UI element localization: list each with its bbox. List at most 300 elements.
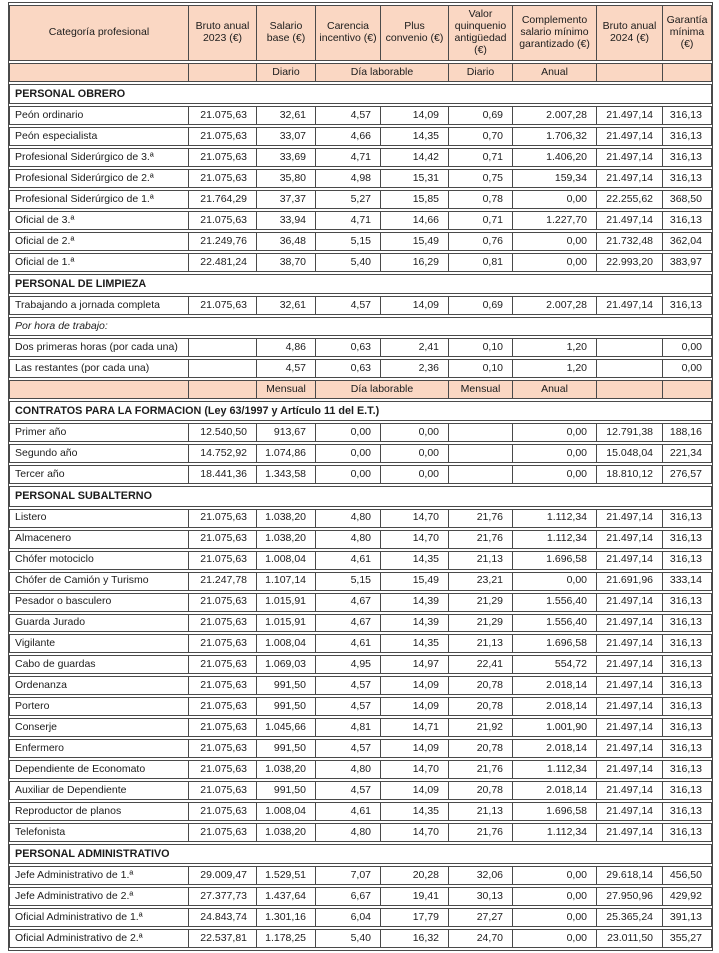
category-cell: Portero — [9, 697, 189, 716]
value-cell: 19,41 — [381, 887, 449, 906]
value-cell: 316,13 — [663, 739, 712, 758]
value-cell: 37,37 — [257, 190, 316, 209]
category-cell: Oficial de 1.ª — [9, 253, 189, 272]
value-cell: 316,13 — [663, 697, 712, 716]
value-cell: 4,67 — [316, 614, 381, 633]
category-cell: Las restantes (por cada una) — [9, 359, 189, 378]
value-cell: 2.018,14 — [513, 739, 597, 758]
section-header-row — [9, 274, 712, 294]
data-row — [9, 866, 712, 885]
value-cell: 14,09 — [381, 296, 449, 315]
value-cell: 36,48 — [257, 232, 316, 251]
unit-label-cell: Anual — [513, 380, 597, 399]
data-row — [9, 530, 712, 549]
value-cell: 21.764,29 — [189, 190, 257, 209]
value-cell: 21.075,63 — [189, 697, 257, 716]
value-cell: 1.556,40 — [513, 614, 597, 633]
category-cell: Enfermero — [9, 739, 189, 758]
value-cell: 0,00 — [316, 444, 381, 463]
unit-label-cell: Mensual — [257, 380, 316, 399]
unit-label-cell — [663, 380, 712, 399]
value-cell: 0,78 — [449, 190, 513, 209]
value-cell: 21.075,63 — [189, 634, 257, 653]
value-cell: 4,61 — [316, 551, 381, 570]
value-cell: 21.497,14 — [597, 530, 663, 549]
value-cell: 1.015,91 — [257, 614, 316, 633]
category-cell: Peón ordinario — [9, 106, 189, 125]
value-cell: 0,10 — [449, 359, 513, 378]
value-cell: 2.007,28 — [513, 296, 597, 315]
value-cell: 316,13 — [663, 509, 712, 528]
value-cell: 14,39 — [381, 593, 449, 612]
value-cell: 0,00 — [513, 232, 597, 251]
category-cell: Telefonista — [9, 823, 189, 842]
value-cell: 355,27 — [663, 929, 712, 948]
value-cell — [449, 465, 513, 484]
value-cell: 0,70 — [449, 127, 513, 146]
data-row — [9, 148, 712, 167]
unit-label-cell — [597, 63, 663, 82]
category-cell: Profesional Siderúrgico de 1.ª — [9, 190, 189, 209]
section-title: PERSONAL ADMINISTRATIVO — [9, 844, 712, 864]
value-cell: 4,71 — [316, 148, 381, 167]
value-cell: 14,66 — [381, 211, 449, 230]
data-row — [9, 359, 712, 378]
value-cell: 14,09 — [381, 697, 449, 716]
unit-label-cell: Día laborable — [316, 63, 449, 82]
category-cell: Ordenanza — [9, 676, 189, 695]
data-row — [9, 465, 712, 484]
value-cell: 21,13 — [449, 802, 513, 821]
data-row — [9, 444, 712, 463]
value-cell: 1.008,04 — [257, 802, 316, 821]
value-cell: 21,76 — [449, 530, 513, 549]
value-cell: 316,13 — [663, 802, 712, 821]
value-cell: 21.497,14 — [597, 593, 663, 612]
value-cell: 276,57 — [663, 465, 712, 484]
data-row — [9, 296, 712, 315]
value-cell: 2.018,14 — [513, 697, 597, 716]
unit-subheader-row — [9, 63, 712, 82]
value-cell: 21.075,63 — [189, 718, 257, 737]
value-cell: 14,35 — [381, 551, 449, 570]
value-cell: 4,61 — [316, 634, 381, 653]
data-row — [9, 908, 712, 927]
value-cell: 18.810,12 — [597, 465, 663, 484]
data-row — [9, 423, 712, 442]
value-cell: 316,13 — [663, 718, 712, 737]
data-row — [9, 929, 712, 948]
value-cell: 1.437,64 — [257, 887, 316, 906]
unit-label-cell — [663, 63, 712, 82]
value-cell: 5,15 — [316, 232, 381, 251]
category-cell: Listero — [9, 509, 189, 528]
value-cell: 0,00 — [381, 444, 449, 463]
value-cell: 991,50 — [257, 739, 316, 758]
value-cell: 4,98 — [316, 169, 381, 188]
value-cell: 1.343,58 — [257, 465, 316, 484]
value-cell: 12.791,38 — [597, 423, 663, 442]
value-cell: 6,04 — [316, 908, 381, 927]
value-cell — [189, 359, 257, 378]
col-header-salario-base: Salario base (€) — [257, 5, 316, 61]
value-cell: 21.075,63 — [189, 551, 257, 570]
value-cell: 27,27 — [449, 908, 513, 927]
value-cell — [597, 338, 663, 357]
unit-label-cell — [9, 63, 189, 82]
col-header-bruto-2024: Bruto anual 2024 (€) — [597, 5, 663, 61]
data-row — [9, 739, 712, 758]
value-cell: 14,35 — [381, 802, 449, 821]
value-cell: 23.011,50 — [597, 929, 663, 948]
value-cell: 2,41 — [381, 338, 449, 357]
value-cell: 0,00 — [513, 887, 597, 906]
value-cell: 0,00 — [381, 423, 449, 442]
value-cell — [189, 338, 257, 357]
category-cell: Chófer de Camión y Turismo — [9, 572, 189, 591]
value-cell: 20,28 — [381, 866, 449, 885]
section-header-row — [9, 401, 712, 421]
value-cell: 4,86 — [257, 338, 316, 357]
value-cell: 1.696,58 — [513, 802, 597, 821]
value-cell: 32,61 — [257, 296, 316, 315]
value-cell: 18.441,36 — [189, 465, 257, 484]
value-cell: 1.112,34 — [513, 760, 597, 779]
value-cell: 4,66 — [316, 127, 381, 146]
section-title: PERSONAL DE LIMPIEZA — [9, 274, 712, 294]
value-cell: 0,00 — [663, 359, 712, 378]
data-row — [9, 232, 712, 251]
value-cell: 1.038,20 — [257, 509, 316, 528]
value-cell: 21.075,63 — [189, 739, 257, 758]
value-cell: 1.112,34 — [513, 823, 597, 842]
value-cell: 21.075,63 — [189, 148, 257, 167]
value-cell: 21.497,14 — [597, 127, 663, 146]
value-cell: 1.069,03 — [257, 655, 316, 674]
col-header-valor-quinquenio: Valor quinquenio antigüedad (€) — [449, 5, 513, 61]
data-row — [9, 655, 712, 674]
value-cell: 316,13 — [663, 823, 712, 842]
data-row — [9, 211, 712, 230]
value-cell: 1,20 — [513, 359, 597, 378]
data-row — [9, 614, 712, 633]
value-cell: 16,29 — [381, 253, 449, 272]
value-cell: 21.075,63 — [189, 676, 257, 695]
value-cell: 4,61 — [316, 802, 381, 821]
value-cell: 2.018,14 — [513, 676, 597, 695]
value-cell: 1.301,16 — [257, 908, 316, 927]
value-cell: 0,00 — [513, 423, 597, 442]
value-cell: 316,13 — [663, 634, 712, 653]
data-row — [9, 509, 712, 528]
value-cell: 1.045,66 — [257, 718, 316, 737]
value-cell: 5,40 — [316, 929, 381, 948]
value-cell: 1.008,04 — [257, 634, 316, 653]
value-cell: 456,50 — [663, 866, 712, 885]
value-cell: 14,97 — [381, 655, 449, 674]
data-row — [9, 718, 712, 737]
value-cell: 1.556,40 — [513, 593, 597, 612]
value-cell: 21.075,63 — [189, 760, 257, 779]
section-header-row — [9, 84, 712, 104]
category-cell: Peón especialista — [9, 127, 189, 146]
data-row — [9, 253, 712, 272]
value-cell: 20,78 — [449, 676, 513, 695]
data-row — [9, 634, 712, 653]
value-cell — [597, 359, 663, 378]
data-row — [9, 190, 712, 209]
category-cell: Guarda Jurado — [9, 614, 189, 633]
value-cell: 1.178,25 — [257, 929, 316, 948]
section-title: PERSONAL SUBALTERNO — [9, 486, 712, 506]
value-cell: 21.497,14 — [597, 655, 663, 674]
value-cell: 0,63 — [316, 359, 381, 378]
data-row — [9, 823, 712, 842]
value-cell: 21.075,63 — [189, 781, 257, 800]
salary-table — [8, 2, 713, 951]
value-cell: 5,40 — [316, 253, 381, 272]
value-cell: 35,80 — [257, 169, 316, 188]
value-cell: 21.497,14 — [597, 509, 663, 528]
value-cell: 554,72 — [513, 655, 597, 674]
value-cell: 0,00 — [513, 929, 597, 948]
value-cell: 316,13 — [663, 530, 712, 549]
value-cell: 30,13 — [449, 887, 513, 906]
col-header-categoria: Categoría profesional — [9, 5, 189, 61]
category-cell: Vigilante — [9, 634, 189, 653]
value-cell: 32,06 — [449, 866, 513, 885]
data-row — [9, 593, 712, 612]
value-cell: 21.497,14 — [597, 211, 663, 230]
value-cell: 14,70 — [381, 823, 449, 842]
value-cell: 1.706,32 — [513, 127, 597, 146]
unit-label-cell: Diario — [257, 63, 316, 82]
value-cell: 33,69 — [257, 148, 316, 167]
unit-label-cell: Diario — [449, 63, 513, 82]
value-cell: 383,97 — [663, 253, 712, 272]
category-cell: Conserje — [9, 718, 189, 737]
value-cell: 22.537,81 — [189, 929, 257, 948]
unit-label-cell — [9, 380, 189, 399]
value-cell: 991,50 — [257, 697, 316, 716]
category-cell: Almacenero — [9, 530, 189, 549]
value-cell: 316,13 — [663, 676, 712, 695]
category-cell: Profesional Siderúrgico de 2.ª — [9, 169, 189, 188]
value-cell: 0,00 — [663, 338, 712, 357]
value-cell: 14,39 — [381, 614, 449, 633]
value-cell: 4,57 — [316, 781, 381, 800]
value-cell: 0,00 — [513, 572, 597, 591]
value-cell: 0,75 — [449, 169, 513, 188]
value-cell: 21,29 — [449, 593, 513, 612]
note-row — [9, 317, 712, 336]
unit-label-cell: Anual — [513, 63, 597, 82]
value-cell: 188,16 — [663, 423, 712, 442]
category-cell: Auxiliar de Dependiente — [9, 781, 189, 800]
col-header-carencia-incentivo: Carencia incentivo (€) — [316, 5, 381, 61]
value-cell: 20,78 — [449, 697, 513, 716]
note-label: Por hora de trabajo: — [9, 317, 712, 336]
value-cell: 21.247,78 — [189, 572, 257, 591]
value-cell: 316,13 — [663, 148, 712, 167]
unit-label-cell — [189, 380, 257, 399]
value-cell: 0,71 — [449, 211, 513, 230]
value-cell: 21.075,63 — [189, 802, 257, 821]
unit-label-cell — [189, 63, 257, 82]
category-cell: Pesador o basculero — [9, 593, 189, 612]
value-cell: 4,71 — [316, 211, 381, 230]
value-cell: 0,76 — [449, 232, 513, 251]
value-cell: 15.048,04 — [597, 444, 663, 463]
value-cell: 21.497,14 — [597, 823, 663, 842]
value-cell: 316,13 — [663, 551, 712, 570]
value-cell: 21,76 — [449, 823, 513, 842]
category-cell: Oficial de 3.ª — [9, 211, 189, 230]
value-cell: 21.075,63 — [189, 655, 257, 674]
value-cell: 14,71 — [381, 718, 449, 737]
value-cell: 21.075,63 — [189, 593, 257, 612]
col-header-complemento-smg: Complemento salario mínimo garantizado (€) — [513, 5, 597, 61]
salary-table-body — [9, 63, 712, 948]
value-cell: 15,31 — [381, 169, 449, 188]
data-row — [9, 781, 712, 800]
category-cell: Trabajando a jornada completa — [9, 296, 189, 315]
value-cell: 7,07 — [316, 866, 381, 885]
value-cell: 21.075,63 — [189, 127, 257, 146]
value-cell: 4,80 — [316, 823, 381, 842]
value-cell: 4,80 — [316, 760, 381, 779]
value-cell: 33,94 — [257, 211, 316, 230]
value-cell: 429,92 — [663, 887, 712, 906]
value-cell: 0,00 — [513, 908, 597, 927]
value-cell: 25.365,24 — [597, 908, 663, 927]
value-cell: 1.001,90 — [513, 718, 597, 737]
value-cell: 21.497,14 — [597, 676, 663, 695]
value-cell: 22.255,62 — [597, 190, 663, 209]
value-cell: 21.691,96 — [597, 572, 663, 591]
value-cell: 1.112,34 — [513, 530, 597, 549]
value-cell: 0,00 — [513, 253, 597, 272]
value-cell: 21.075,63 — [189, 614, 257, 633]
value-cell: 4,57 — [316, 296, 381, 315]
col-header-plus-convenio: Plus convenio (€) — [381, 5, 449, 61]
category-cell: Tercer año — [9, 465, 189, 484]
value-cell: 38,70 — [257, 253, 316, 272]
unit-label-cell: Mensual — [449, 380, 513, 399]
value-cell: 0,00 — [513, 190, 597, 209]
value-cell: 316,13 — [663, 655, 712, 674]
value-cell — [449, 423, 513, 442]
col-header-bruto-2023: Bruto anual 2023 (€) — [189, 5, 257, 61]
table-header — [9, 5, 712, 61]
value-cell: 21.075,63 — [189, 530, 257, 549]
header-row — [9, 5, 712, 61]
value-cell: 1.406,20 — [513, 148, 597, 167]
value-cell: 0,00 — [513, 465, 597, 484]
value-cell: 14,70 — [381, 530, 449, 549]
value-cell: 913,67 — [257, 423, 316, 442]
value-cell: 1.696,58 — [513, 634, 597, 653]
value-cell: 1.038,20 — [257, 760, 316, 779]
unit-subheader-row — [9, 380, 712, 399]
category-cell: Dos primeras horas (por cada una) — [9, 338, 189, 357]
value-cell: 21.497,14 — [597, 697, 663, 716]
value-cell: 4,57 — [316, 676, 381, 695]
value-cell: 1.107,14 — [257, 572, 316, 591]
value-cell: 0,69 — [449, 296, 513, 315]
value-cell: 27.377,73 — [189, 887, 257, 906]
value-cell: 21.075,63 — [189, 211, 257, 230]
value-cell: 27.950,96 — [597, 887, 663, 906]
value-cell: 21.497,14 — [597, 781, 663, 800]
value-cell: 14,42 — [381, 148, 449, 167]
data-row — [9, 887, 712, 906]
value-cell: 14,09 — [381, 676, 449, 695]
value-cell: 316,13 — [663, 614, 712, 633]
value-cell: 316,13 — [663, 760, 712, 779]
section-title: PERSONAL OBRERO — [9, 84, 712, 104]
value-cell: 21.075,63 — [189, 823, 257, 842]
value-cell: 21.497,14 — [597, 106, 663, 125]
value-cell: 21.497,14 — [597, 296, 663, 315]
value-cell: 391,13 — [663, 908, 712, 927]
value-cell: 316,13 — [663, 169, 712, 188]
value-cell: 22.481,24 — [189, 253, 257, 272]
value-cell: 4,57 — [316, 739, 381, 758]
section-title: CONTRATOS PARA LA FORMACION (Ley 63/1997 y Artículo 11 del E.T.) — [9, 401, 712, 421]
value-cell: 14,09 — [381, 739, 449, 758]
value-cell: 4,67 — [316, 593, 381, 612]
value-cell: 0,71 — [449, 148, 513, 167]
value-cell: 21.497,14 — [597, 802, 663, 821]
value-cell: 21.075,63 — [189, 106, 257, 125]
value-cell: 4,80 — [316, 509, 381, 528]
category-cell: Oficial Administrativo de 2.ª — [9, 929, 189, 948]
value-cell: 0,00 — [316, 465, 381, 484]
value-cell: 22.993,20 — [597, 253, 663, 272]
value-cell: 14.752,92 — [189, 444, 257, 463]
category-cell: Chófer motociclo — [9, 551, 189, 570]
value-cell: 20,78 — [449, 781, 513, 800]
value-cell: 16,32 — [381, 929, 449, 948]
value-cell — [449, 444, 513, 463]
unit-label-cell — [597, 380, 663, 399]
value-cell: 1.015,91 — [257, 593, 316, 612]
value-cell: 2.018,14 — [513, 781, 597, 800]
value-cell: 1.038,20 — [257, 823, 316, 842]
value-cell: 21,29 — [449, 614, 513, 633]
value-cell: 32,61 — [257, 106, 316, 125]
value-cell: 316,13 — [663, 781, 712, 800]
value-cell: 24.843,74 — [189, 908, 257, 927]
data-row — [9, 802, 712, 821]
value-cell: 0,00 — [513, 444, 597, 463]
value-cell: 4,57 — [257, 359, 316, 378]
category-cell: Dependiente de Economato — [9, 760, 189, 779]
value-cell: 0,00 — [381, 465, 449, 484]
value-cell: 316,13 — [663, 106, 712, 125]
value-cell: 14,35 — [381, 634, 449, 653]
value-cell: 14,70 — [381, 509, 449, 528]
category-cell: Jefe Administrativo de 1.ª — [9, 866, 189, 885]
value-cell: 15,49 — [381, 572, 449, 591]
value-cell: 1.074,86 — [257, 444, 316, 463]
value-cell: 12.540,50 — [189, 423, 257, 442]
value-cell: 21.497,14 — [597, 148, 663, 167]
value-cell: 4,81 — [316, 718, 381, 737]
value-cell: 5,15 — [316, 572, 381, 591]
value-cell: 0,00 — [316, 423, 381, 442]
